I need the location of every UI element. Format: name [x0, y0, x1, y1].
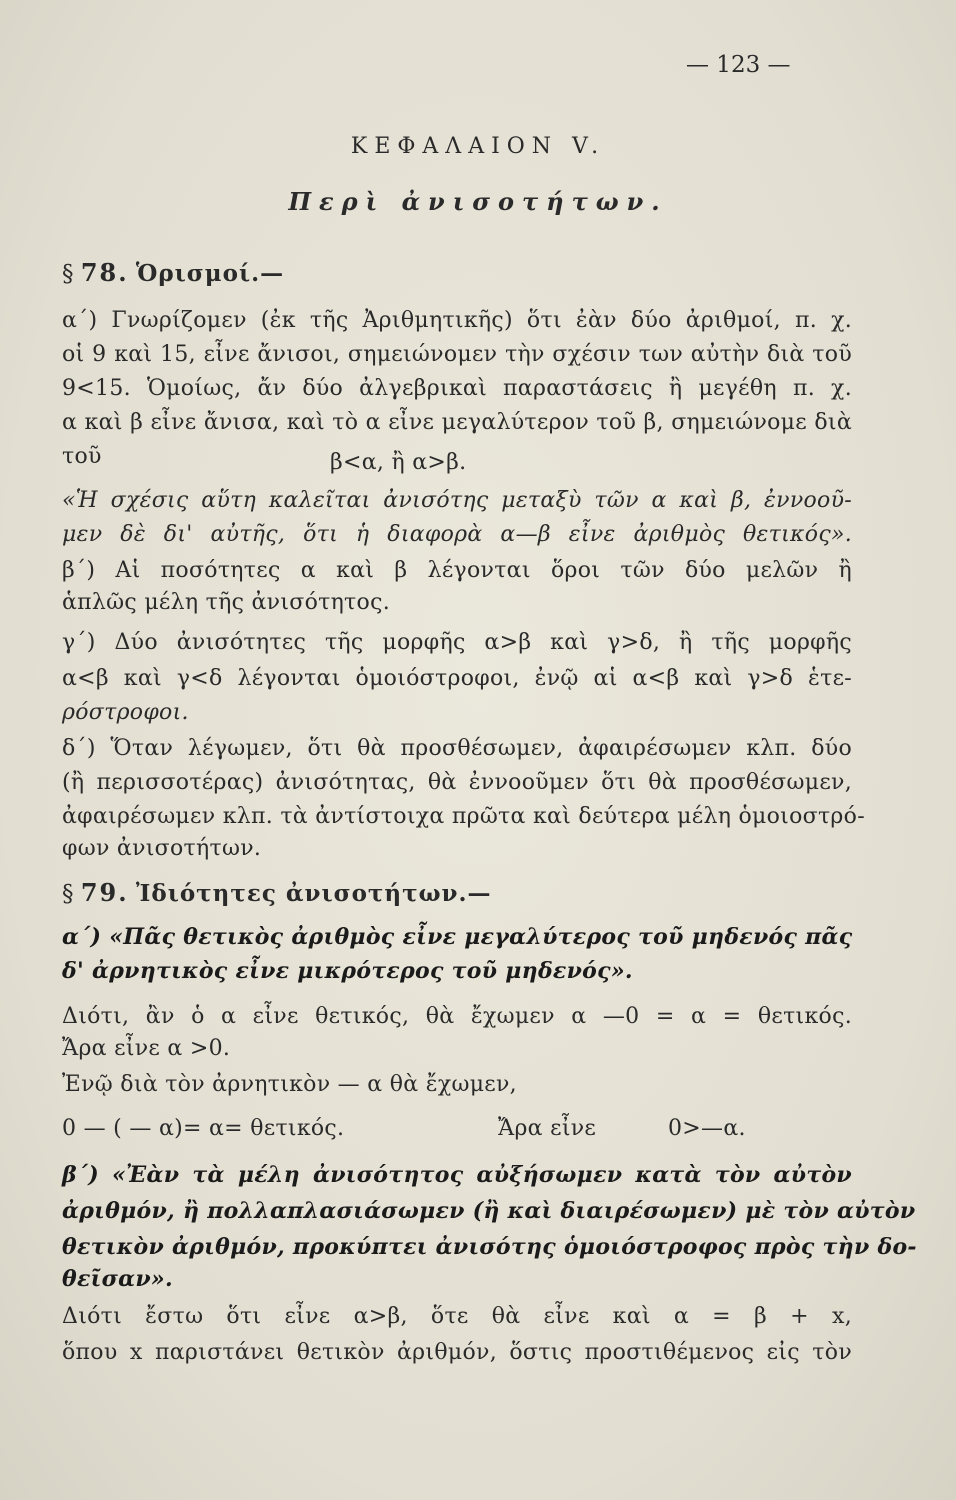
text-line: α΄) «Πᾶς θετικὸς ἀριθμὸς εἶνε μεγαλύτερος τοῦ μηδενός πᾶς: [62, 924, 853, 950]
text-line: α΄) Γνωρίζομεν (ἐκ τῆς Ἀριθμητικῆς) ὅτι ἐὰν δύο ἀριθμοί, π. χ.: [62, 308, 852, 333]
section-78-heading: [62, 258, 284, 287]
text-line: 9<15. Ὁμοίως, ἄν δύο ἀλγεβρικαὶ παραστάσεις ἢ μεγέθη π. χ.: [62, 376, 852, 401]
text-line: δ΄) Ὅταν λέγωμεν, ὅτι θὰ προσθέσωμεν, ἀφαιρέσωμεν κλπ. δύο: [62, 736, 852, 761]
text-line: Ἄρα εἶνε α >0.: [62, 1036, 231, 1061]
section-number: 78.: [80, 258, 129, 287]
text-line: Διότι, ἂν ὁ α εἶνε θετικός, θὰ ἔχωμεν α —0 = α = θετικός.: [62, 1004, 852, 1029]
text-line: θεῖσαν».: [62, 1266, 173, 1292]
text-line: φων ἀνισοτήτων.: [62, 836, 262, 861]
text-line: ἀριθμόν, ἢ πολλαπλασιάσωμεν (ἢ καὶ διαιρέσωμεν) μὲ τὸν αὐτὸν: [62, 1198, 916, 1224]
text-line: δ' ἀρνητικὸς εἶνε μικρότερος τοῦ μηδενός».: [62, 958, 633, 984]
text-line: ἁπλῶς μέλη τῆς ἀνισότητος.: [62, 590, 390, 615]
formula-line: β<α, ἢ α>β.: [330, 450, 467, 475]
section-number: 79.: [80, 878, 129, 907]
section-symbol: §: [62, 881, 74, 907]
text-line: Διότι ἔστω ὅτι εἶνε α>β, ὅτε θὰ εἶνε καὶ α = β + x,: [62, 1304, 852, 1329]
section-title: Ὁρισμοί.—: [135, 260, 285, 287]
text-line: Ἐνῷ διὰ τὸν ἀρνητικὸν — α θὰ ἔχωμεν,: [62, 1072, 517, 1097]
text-line: (ἢ περισσοτέρας) ἀνισότητας, θὰ ἐννοοῦμεν ὅτι θὰ προσθέσωμεν,: [62, 770, 852, 795]
text-line: α καὶ β εἶνε ἄνισα, καὶ τὸ α εἶνε μεγαλύτερον τοῦ β, σημειώνομε διὰ: [62, 410, 852, 435]
section-symbol: §: [62, 261, 74, 287]
text-line: Ἄρα εἶνε: [498, 1116, 597, 1141]
text-line: θετικὸν ἀριθμόν, προκύπτει ἀνισότης ὁμοιόστροφος πρὸς τὴν δο-: [62, 1234, 917, 1260]
section-79-heading: [62, 878, 491, 907]
page-number: — 123 —: [686, 52, 791, 78]
text-line: α<β καὶ γ<δ λέγονται ὁμοιόστροφοι, ἐνῷ αἱ α<β καὶ γ>δ ἑτε-: [62, 666, 852, 691]
text-line: β΄) Αἱ ποσότητες α καὶ β λέγονται ὅροι τῶν δύο μελῶν ἢ: [62, 558, 852, 583]
chapter-heading: ΚΕΦΑΛΑΙΟΝ V.: [350, 134, 606, 159]
text-line: γ΄) Δύο ἀνισότητες τῆς μορφῆς α>β καὶ γ>δ, ἢ τῆς μορφῆς: [62, 630, 852, 655]
section-title: Ἰδιότητες ἀνισοτήτων.—: [135, 880, 492, 907]
text-line: 0>—α.: [668, 1116, 746, 1141]
text-line: τοῦ: [62, 444, 102, 469]
text-line: οἱ 9 καὶ 15, εἶνε ἄνισοι, σημειώνομεν τὴν σχέσιν των αὐτὴν διὰ τοῦ: [62, 342, 852, 367]
text-line: ρόστροφοι.: [62, 700, 189, 725]
text-line: μεν δὲ δι' αὐτῆς, ὅτι ἡ διαφορὰ α—β εἶνε ἀριθμὸς θετικός».: [62, 522, 852, 547]
chapter-subtitle: Περὶ ἀνισοτήτων.: [288, 187, 668, 216]
text-line: ἀφαιρέσωμεν κλπ. τὰ ἀντίστοιχα πρῶτα καὶ δεύτερα μέλη ὁμοιοστρό-: [62, 804, 865, 829]
text-line: «Ἡ σχέσις αὕτη καλεῖται ἀνισότης μεταξὺ τῶν α καὶ β, ἐννοοῦ-: [62, 488, 852, 513]
text-line: ὅπου x παριστάνει θετικὸν ἀριθμόν, ὅστις προστιθέμενος εἰς τὸν: [62, 1340, 852, 1365]
text-line: 0 — ( — α)= α= θετικός.: [62, 1116, 345, 1141]
text-line: β΄) «Ἐὰν τὰ μέλη ἀνισότητος αὐξήσωμεν κατὰ τὸν αὐτὸν: [62, 1162, 852, 1188]
